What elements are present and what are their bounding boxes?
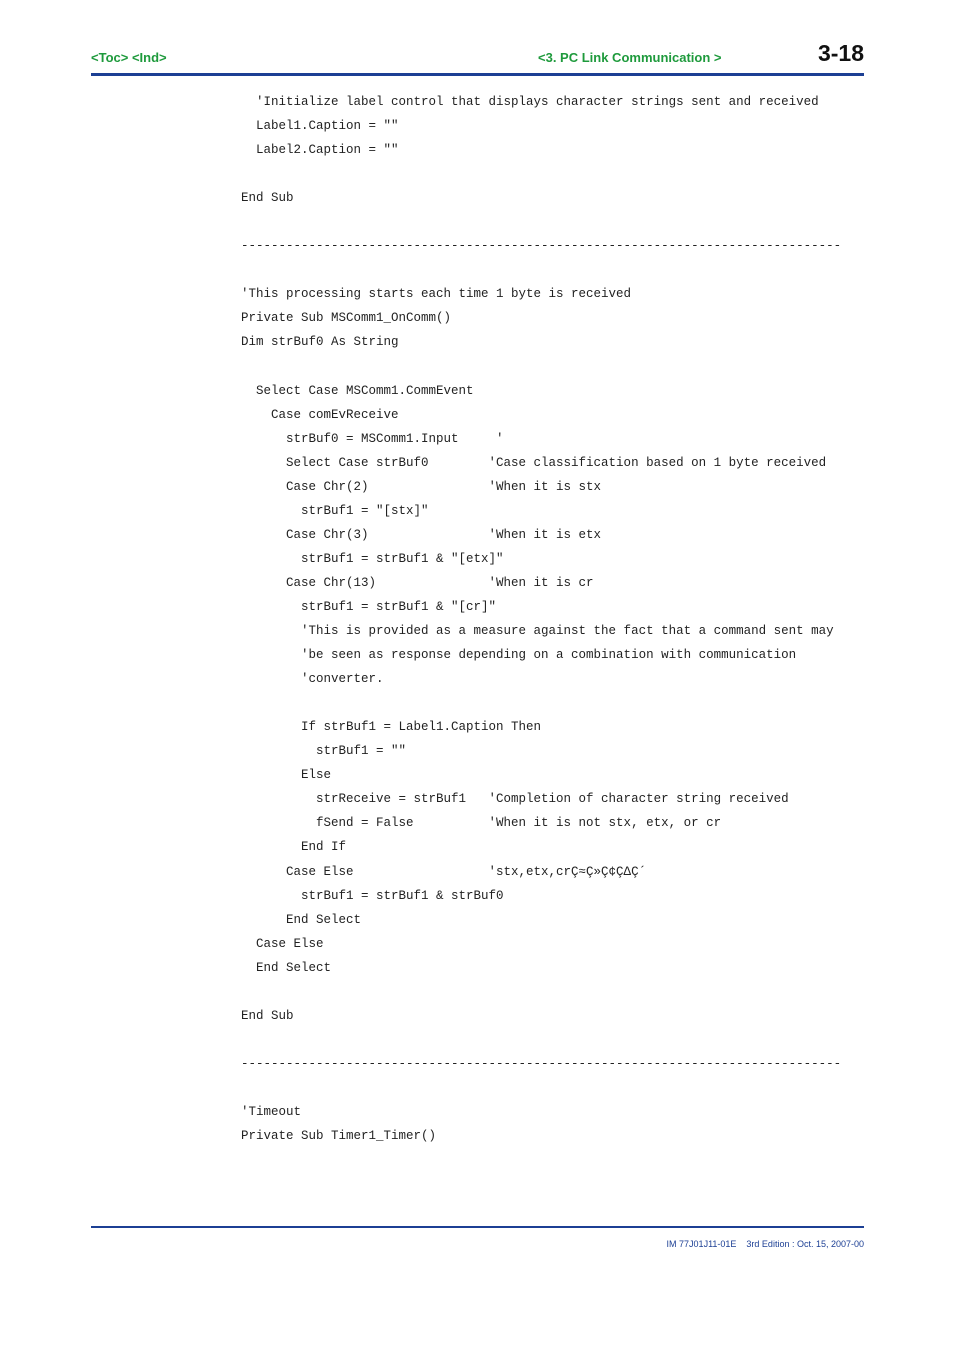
code-line: strBuf1 = strBuf1 & "[cr]" [241, 599, 497, 614]
code-line [241, 1028, 841, 1052]
chapter-link[interactable]: <3. PC Link Communication > [538, 50, 722, 65]
code-line: Dim strBuf0 As String [241, 335, 399, 350]
code-line: Else [241, 768, 332, 783]
code-line: -------------------------------------------------------------------------------- [241, 239, 842, 254]
footer-document-id: IM 77J01J11-01E 3rd Edition : Oct. 15, 2007-00 [666, 1239, 864, 1249]
toc-index-link[interactable]: <Toc> <Ind> [91, 50, 167, 65]
code-line: strReceive = strBuf1 'Completion of character string received [241, 792, 789, 807]
code-line: End Sub [241, 191, 294, 206]
code-line: 'Initialize label control that displays character strings sent and received [241, 95, 819, 109]
code-line [241, 691, 841, 715]
code-line: If strBuf1 = Label1.Caption Then [241, 720, 542, 735]
header-rule [91, 73, 864, 76]
code-line: 'Timeout [241, 1104, 302, 1119]
code-line: 'converter. [241, 672, 384, 687]
code-line [241, 258, 841, 282]
code-line [241, 980, 841, 1004]
code-line: strBuf0 = MSComm1.Input ' [241, 431, 504, 446]
footer-rule [91, 1226, 864, 1228]
code-line [241, 1076, 841, 1100]
code-line: -------------------------------------------------------------------------------- [241, 1056, 842, 1071]
code-line [241, 162, 841, 186]
code-line: End If [241, 840, 347, 855]
code-line: 'This processing starts each time 1 byte is received [241, 287, 632, 302]
code-line: strBuf1 = "" [241, 744, 407, 759]
code-line: strBuf1 = strBuf1 & "[etx]" [241, 551, 504, 566]
code-line: Case Chr(13) 'When it is cr [241, 575, 594, 590]
code-line: strBuf1 = "[stx]" [241, 503, 429, 518]
code-line: strBuf1 = strBuf1 & strBuf0 [241, 888, 504, 903]
page-header [91, 40, 864, 74]
code-line: Label1.Caption = "" [241, 119, 399, 134]
code-line: Case Chr(2) 'When it is stx [241, 479, 602, 494]
code-line: fSend = False 'When it is not stx, etx, or cr [241, 816, 722, 831]
code-line: Case Else 'stx,etx,crÇ≈Ç»Ç¢ÇΔÇ´ [241, 864, 647, 879]
code-line: Select Case MSComm1.CommEvent [241, 383, 474, 398]
code-line: Case Else [241, 936, 324, 951]
code-line: 'This is provided as a measure against the fact that a command sent may [241, 624, 834, 639]
code-line: End Select [241, 912, 362, 927]
code-line: 'be seen as response depending on a combination with communication [241, 648, 797, 663]
code-line: Private Sub MSComm1_OnComm() [241, 311, 452, 326]
code-line: Label2.Caption = "" [241, 143, 399, 158]
code-listing [241, 90, 841, 1148]
code-line: End Select [241, 960, 332, 975]
code-line: Select Case strBuf0 'Case classification based on 1 byte received [241, 455, 827, 470]
code-line: Case Chr(3) 'When it is etx [241, 527, 602, 542]
code-line: Case comEvReceive [241, 407, 399, 422]
code-line [241, 210, 841, 234]
code-line: End Sub [241, 1008, 294, 1023]
page-number: 3-18 [817, 40, 864, 66]
code-line: Private Sub Timer1_Timer() [241, 1129, 437, 1144]
code-line [241, 355, 841, 379]
